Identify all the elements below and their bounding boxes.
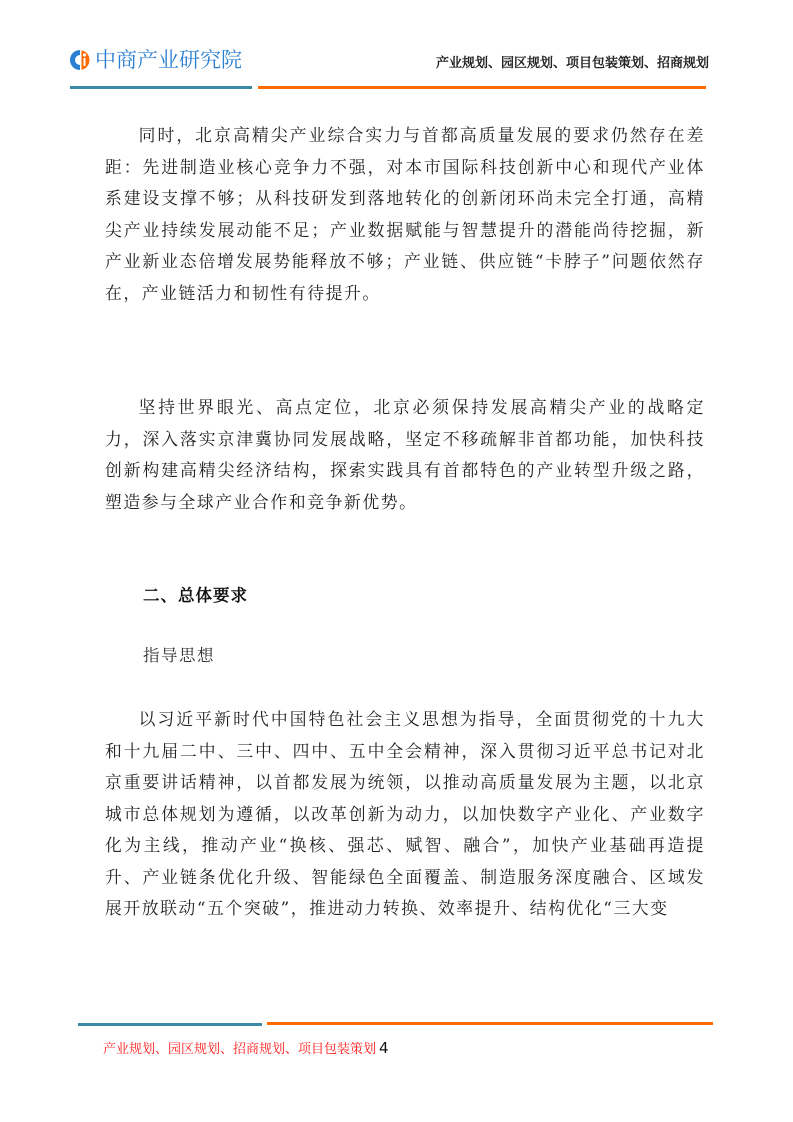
footer-divider-blue — [78, 1023, 262, 1026]
header-tagline: 产业规划、园区规划、项目包装策划、招商规划 — [435, 56, 709, 71]
logo-icon — [69, 49, 91, 71]
logo-text: 中商产业研究院 — [95, 48, 242, 72]
paragraph-3: 以习近平新时代中国特色社会主义思想为指导，全面贯彻党的十九大和十九届二中、三中、四中、五中全会精神，深入贯彻习近平总书记对北京重要讲话精神，以首都发展为统领，以推动高质量发展为主题，以北京城市总体规划为遵循，以改革创新为动力，以加快数字产业化、产业数字化为主线，推动产业“换核、强芯、赋智、融合”，加快产业基础再造提升、产业链条优化升级、智能绿色全面覆盖、制造服务深度融合、区域发展开放联动“五个突破”，推进动力转换、效率提升、结构优化“三大变 — [105, 709, 705, 918]
header-divider-blue — [70, 86, 252, 89]
subheading: 指导思想 — [143, 646, 215, 665]
header-divider-orange — [258, 86, 706, 89]
logo — [69, 46, 242, 74]
footer-divider-orange — [267, 1022, 713, 1025]
footer — [103, 1038, 389, 1057]
footer-text: 产业规划、园区规划、招商规划、项目包装策划 — [103, 1042, 377, 1057]
page-number: 4 — [379, 1039, 389, 1057]
paragraph-1: 同时，北京高精尖产业综合实力与首都高质量发展的要求仍然存在差距：先进制造业核心竞争力不强，对本市国际科技创新中心和现代产业体系建设支撑不够；从科技研发到落地转化的创新闭环尚未完全打通，高精尖产业持续发展动能不足；产业数据赋能与智慧提升的潜能尚待挖掘，新产业新业态倍增发展势能释放不够；产业链、供应链“卡脖子”问题依然存在，产业链活力和韧性有待提升。 — [105, 125, 705, 303]
section-heading: 二、总体要求 — [143, 586, 248, 605]
paragraph-2: 坚持世界眼光、高点定位，北京必须保持发展高精尖产业的战略定力，深入落实京津冀协同发展战略，坚定不移疏解非首都功能，加快科技创新构建高精尖经济结构，探索实践具有首都特色的产业转型升级之路，塑造参与全球产业合作和竞争新优势。 — [105, 397, 705, 512]
